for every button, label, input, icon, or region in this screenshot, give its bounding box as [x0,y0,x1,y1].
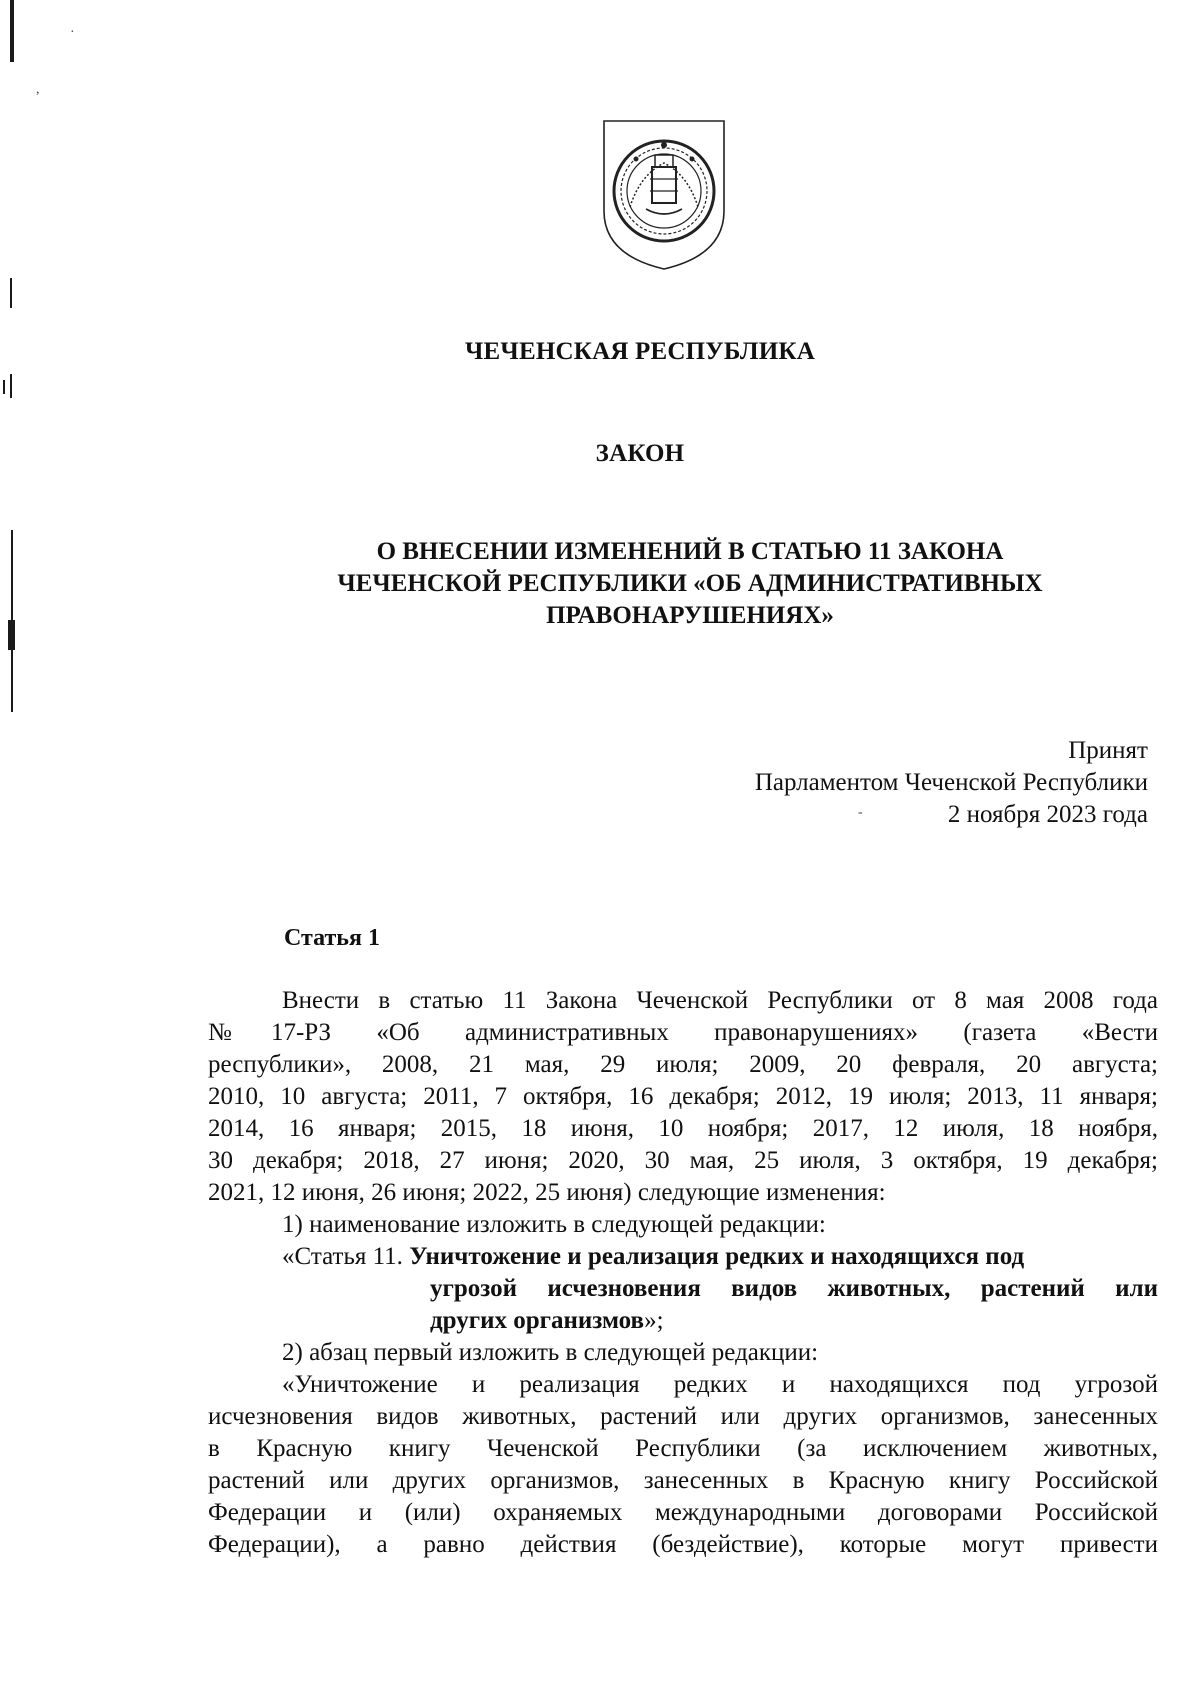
scan-speck: - [858,805,863,820]
scan-artifact [10,278,12,308]
body-line: республики», 2008, 21 мая, 29 июля; 2009, 20 февраля, 20 августа; [208,1051,1158,1078]
law-title [250,536,1130,632]
adoption-block [548,735,1148,831]
scan-artifact [11,650,13,712]
body-line: Федерации и (или) охраняемых международными договорами Российской [208,1499,1158,1526]
new-title-prefix: «Статья 11. [282,1243,410,1270]
article-body [208,985,1158,1561]
new-title-bold: Уничтожение и реализация редких и находящихся под [409,1243,1025,1270]
body-line: растений или других организмов, занесенных в Красную книгу Российской [208,1467,1158,1494]
law-title-line: ЧЕЧЕНСКОЙ РЕСПУБЛИКИ «ОБ АДМИНИСТРАТИВНЫХ [337,570,1043,597]
adopted-by: Парламентом Чеченской Республики [754,769,1148,796]
scan-speck: · [70,25,75,40]
new-title-bold: других организмов [430,1307,645,1334]
body-line: исчезновения видов животных, растений или других организмов, занесенных [208,1403,1158,1430]
body-line: в Красную книгу Чеченской Республики (за исключением животных, [208,1435,1158,1462]
law-title-line: ПРАВОНАРУШЕНИЯХ» [546,602,834,629]
scan-artifact [10,374,12,398]
body-line: 2021, 12 июня, 26 июня; 2022, 25 июня) следующие изменения: [208,1179,886,1206]
body-line: 2014, 16 января; 2015, 18 июня, 10 ноября; 2017, 12 июля, 18 ноября, [208,1115,1158,1142]
scan-artifact [10,0,14,62]
body-line: «Уничтожение и реализация редких и находящихся под угрозой [282,1371,1158,1398]
scan-artifact [11,530,13,620]
amendment-item-2: 2) абзац первый изложить в следующей редакции: [282,1339,819,1366]
body-line: №17-РЗ «Об административных правонарушениях» (газета «Вести [208,1019,1158,1046]
new-title-line: угрозой исчезновения видов животных, растений или [430,1275,1158,1302]
adopted-date: 2 ноября 2023 года [947,801,1148,828]
scan-artifact [8,620,15,650]
republic-name: ЧЕЧЕНСКАЯ РЕСПУБЛИКА [465,338,815,365]
body-line: Федерации), а равно действия (бездействие), которые могут привести [208,1531,1158,1558]
body-line: Внести в статью 11 Закона Чеченской Республики от 8 мая 2008 года [282,987,1158,1014]
adopted-label: Принят [1068,737,1148,764]
article-heading: Статья 1 [284,925,380,951]
new-title-line [208,1241,1158,1273]
document-type: ЗАКОН [595,440,685,467]
amendment-item-1: 1) наименование изложить в следующей редакции: [282,1211,826,1238]
scan-speck: , [36,82,40,97]
new-title-suffix: »; [644,1307,664,1334]
coat-of-arms-icon [600,115,728,273]
body-line: 2010, 10 августа; 2011, 7 октября, 16 декабря; 2012, 19 июля; 2013, 11 января; [208,1083,1158,1110]
law-title-line: О ВНЕСЕНИИ ИЗМЕНЕНИЙ В СТАТЬЮ 11 ЗАКОНА [376,538,1004,565]
new-title-line [208,1305,1158,1337]
body-line: 30 декабря; 2018, 27 июня; 2020, 30 мая, 25 июля, 3 октября, 19 декабря; [208,1147,1158,1174]
scan-artifact [3,380,5,394]
